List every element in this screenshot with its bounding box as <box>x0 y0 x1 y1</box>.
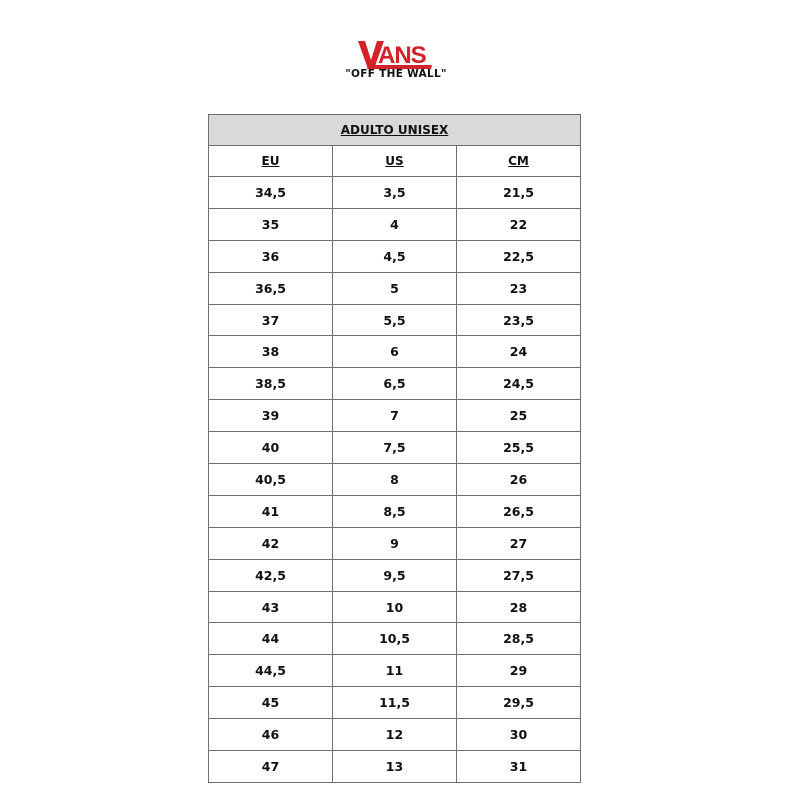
size-cell-us: 8,5 <box>333 495 457 527</box>
size-cell-eu: 42,5 <box>209 559 333 591</box>
size-cell-cm: 25,5 <box>457 432 581 464</box>
size-cell-cm: 23 <box>457 272 581 304</box>
table-row <box>209 240 581 272</box>
size-cell-cm: 22 <box>457 208 581 240</box>
size-cell-us: 9,5 <box>333 559 457 591</box>
size-cell-eu: 40 <box>209 432 333 464</box>
size-cell-cm: 27,5 <box>457 559 581 591</box>
table-title-row <box>209 115 581 146</box>
size-cell-us: 6 <box>333 336 457 368</box>
table-row <box>209 591 581 623</box>
size-cell-cm: 25 <box>457 400 581 432</box>
size-cell-cm: 27 <box>457 527 581 559</box>
size-cell-eu: 44 <box>209 623 333 655</box>
size-cell-us: 3,5 <box>333 177 457 209</box>
logo-wordmark: ANS <box>378 42 426 69</box>
size-cell-eu: 39 <box>209 400 333 432</box>
size-cell-eu: 37 <box>209 304 333 336</box>
size-cell-eu: 38 <box>209 336 333 368</box>
table-row <box>209 464 581 496</box>
size-cell-cm: 26,5 <box>457 495 581 527</box>
size-cell-us: 12 <box>333 719 457 751</box>
size-cell-cm: 28 <box>457 591 581 623</box>
table-title: ADULTO UNISEX <box>209 115 581 146</box>
table-row <box>209 495 581 527</box>
table-row <box>209 751 581 783</box>
size-cell-cm: 29,5 <box>457 687 581 719</box>
size-cell-eu: 35 <box>209 208 333 240</box>
table-row <box>209 655 581 687</box>
size-cell-us: 7,5 <box>333 432 457 464</box>
size-cell-us: 7 <box>333 400 457 432</box>
size-cell-cm: 30 <box>457 719 581 751</box>
size-cell-us: 11,5 <box>333 687 457 719</box>
size-cell-eu: 38,5 <box>209 368 333 400</box>
size-cell-eu: 44,5 <box>209 655 333 687</box>
size-cell-us: 9 <box>333 527 457 559</box>
size-chart-table <box>208 114 581 783</box>
table-row <box>209 368 581 400</box>
size-cell-us: 13 <box>333 751 457 783</box>
size-cell-eu: 36 <box>209 240 333 272</box>
table-row <box>209 687 581 719</box>
table-row <box>209 432 581 464</box>
table-row <box>209 559 581 591</box>
size-cell-cm: 21,5 <box>457 177 581 209</box>
size-cell-eu: 41 <box>209 495 333 527</box>
size-cell-us: 5,5 <box>333 304 457 336</box>
table-row <box>209 272 581 304</box>
size-cell-cm: 24,5 <box>457 368 581 400</box>
column-header-eu: EU <box>209 146 333 177</box>
size-cell-eu: 36,5 <box>209 272 333 304</box>
table-row <box>209 177 581 209</box>
size-cell-cm: 24 <box>457 336 581 368</box>
size-cell-us: 6,5 <box>333 368 457 400</box>
size-cell-eu: 40,5 <box>209 464 333 496</box>
size-cell-us: 10 <box>333 591 457 623</box>
size-cell-eu: 43 <box>209 591 333 623</box>
table-row <box>209 304 581 336</box>
size-cell-us: 8 <box>333 464 457 496</box>
size-cell-cm: 28,5 <box>457 623 581 655</box>
table-row <box>209 527 581 559</box>
size-cell-us: 11 <box>333 655 457 687</box>
size-cell-us: 4 <box>333 208 457 240</box>
size-cell-cm: 26 <box>457 464 581 496</box>
table-row <box>209 208 581 240</box>
size-cell-eu: 45 <box>209 687 333 719</box>
size-rows <box>209 177 581 783</box>
size-cell-us: 4,5 <box>333 240 457 272</box>
brand-tagline: "OFF THE WALL" <box>345 68 447 80</box>
size-cell-us: 10,5 <box>333 623 457 655</box>
size-cell-cm: 22,5 <box>457 240 581 272</box>
column-header-us: US <box>333 146 457 177</box>
table-row <box>209 719 581 751</box>
size-cell-cm: 23,5 <box>457 304 581 336</box>
size-cell-cm: 29 <box>457 655 581 687</box>
table-row <box>209 400 581 432</box>
size-cell-eu: 46 <box>209 719 333 751</box>
table-row <box>209 336 581 368</box>
vans-logo <box>356 38 436 72</box>
column-header-row <box>209 146 581 177</box>
size-cell-eu: 42 <box>209 527 333 559</box>
size-cell-us: 5 <box>333 272 457 304</box>
size-cell-eu: 47 <box>209 751 333 783</box>
column-header-cm: CM <box>457 146 581 177</box>
table-row <box>209 623 581 655</box>
size-cell-cm: 31 <box>457 751 581 783</box>
size-cell-eu: 34,5 <box>209 177 333 209</box>
